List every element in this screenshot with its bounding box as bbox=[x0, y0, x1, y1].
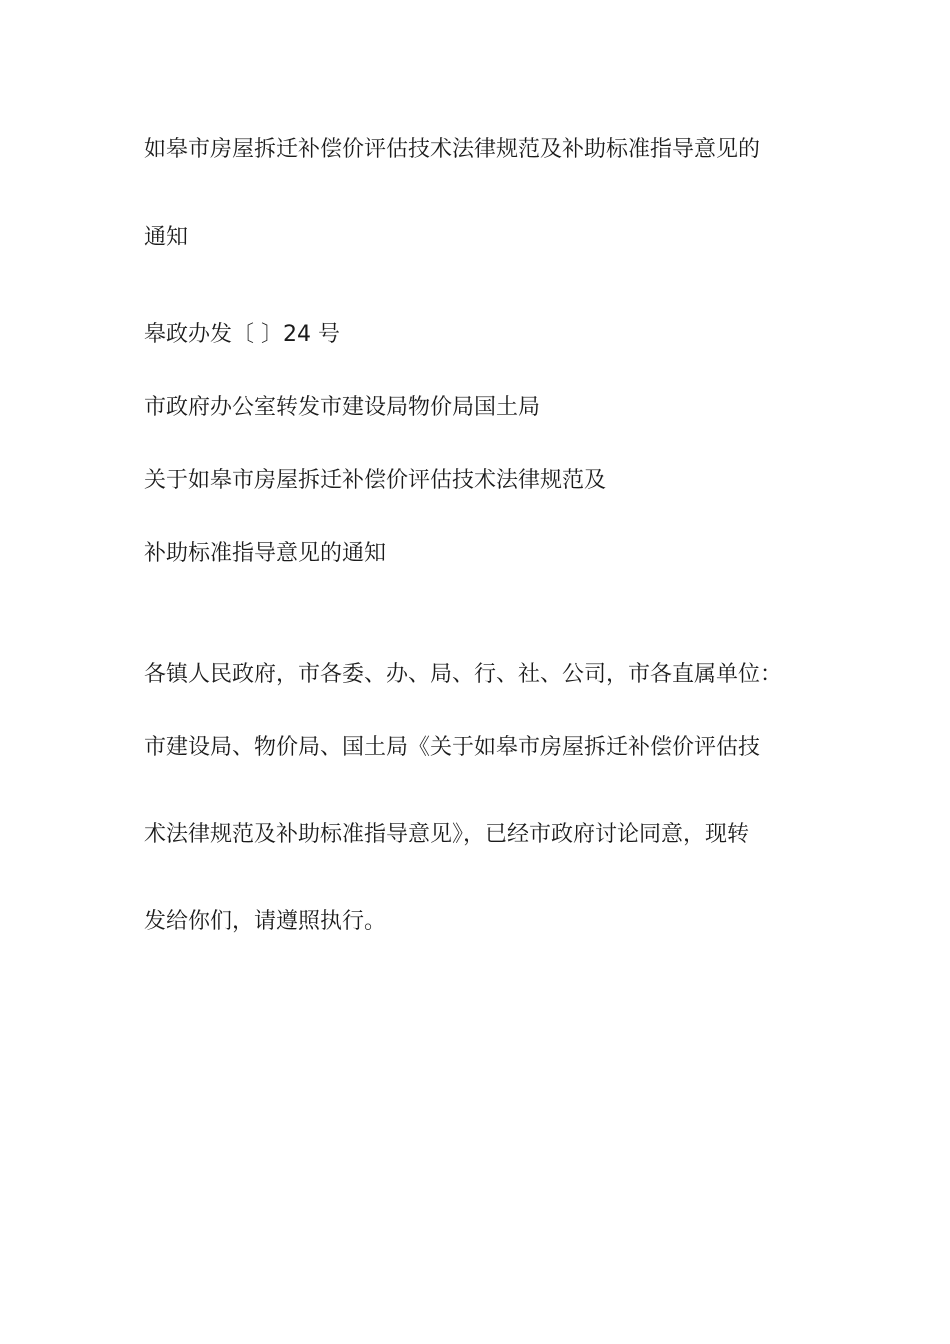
body-line-2: 术法律规范及补助标准指导意见》，已经市政府讨论同意，现转 bbox=[144, 822, 750, 847]
heading-line-1: 市政府办公室转发市建设局物价局国土局 bbox=[144, 395, 541, 420]
title-line-1: 如皋市房屋拆迁补偿价评估技术法律规范及补助标准指导意见的 bbox=[144, 137, 761, 162]
body-line-1: 市建设局、物价局、国土局《关于如皋市房屋拆迁补偿价评估技 bbox=[144, 735, 761, 760]
document-number: 皋政办发〔 〕24 号 bbox=[144, 322, 340, 347]
title-line-2: 通知 bbox=[144, 225, 189, 250]
addressee: 各镇人民政府，市各委、办、局、行、社、公司，市各直属单位： bbox=[144, 662, 783, 687]
body-line-3: 发给你们，请遵照执行。 bbox=[144, 909, 387, 934]
heading-line-3: 补助标准指导意见的通知 bbox=[144, 541, 387, 566]
heading-line-2: 关于如皋市房屋拆迁补偿价评估技术法律规范及 bbox=[144, 468, 607, 493]
